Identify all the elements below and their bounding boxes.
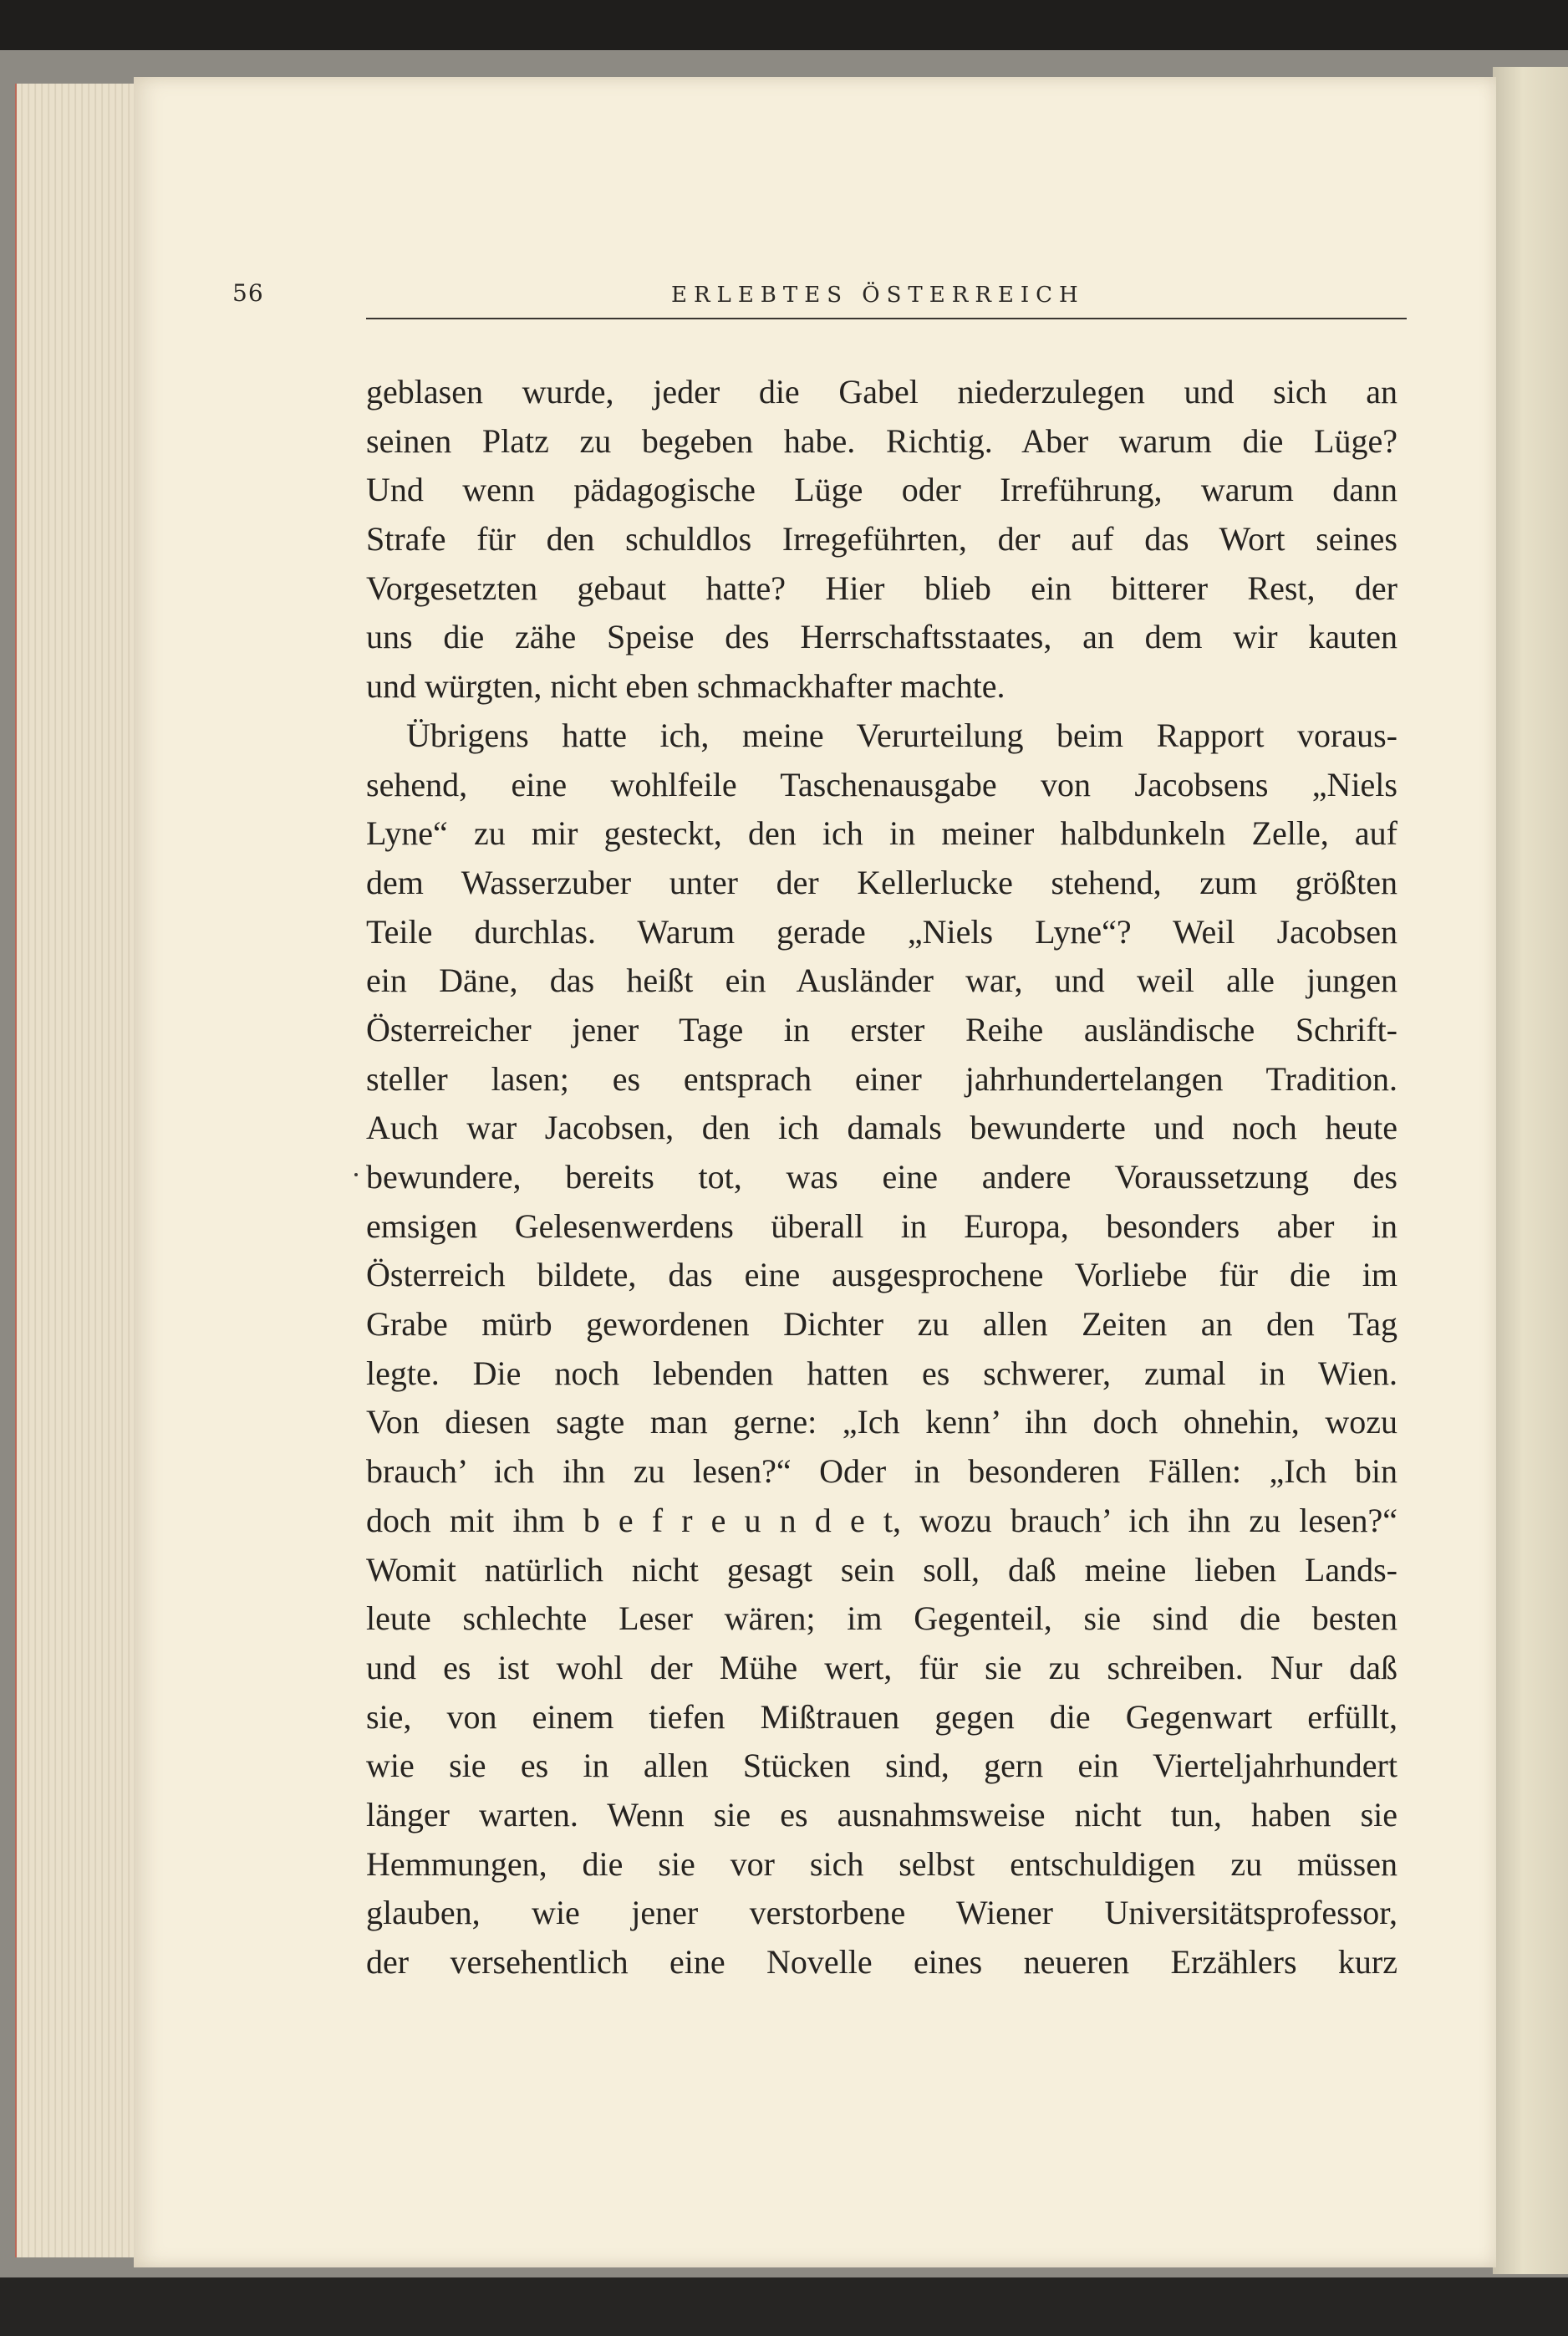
page-number: 56	[232, 279, 264, 307]
text-line: glauben, wie jener verstorbene Wiener Universitätsprofessor,	[366, 1894, 1397, 1932]
text-line: Österreicher jener Tage in erster Reihe ausländische Schrift-	[366, 1010, 1397, 1048]
text-line: wie sie es in allen Stücken sind, gern ein Vierteljahrhundert	[366, 1747, 1397, 1785]
text-line: steller lasen; es entsprach einer jahrhundertelangen Tradition.	[366, 1059, 1397, 1098]
text-line: und würgten, nicht eben schmackhafter machte.	[366, 667, 1005, 706]
text-line: legte. Die noch lebenden hatten es schwerer, zumal in Wien.	[366, 1354, 1397, 1392]
text-line: Strafe für den schuldlos Irregeführten, der auf das Wort seines	[366, 520, 1397, 558]
bottom-background	[0, 2277, 1568, 2336]
text-line: doch mit ihm b e f r e u n d e t, wozu brauch’ ich ihn zu lesen?“	[366, 1501, 1397, 1539]
text-line: Teile durchlas. Warum gerade „Niels Lyne“? Weil Jacobsen	[366, 912, 1397, 951]
text-line: uns die zähe Speise des Herrschaftsstaates, an dem wir kauten	[366, 618, 1397, 656]
text-line: Und wenn pädagogische Lüge oder Irreführung, warum dann	[366, 471, 1397, 509]
text-line: länger warten. Wenn sie es ausnahmsweise nicht tun, haben sie	[366, 1795, 1397, 1834]
running-title: ERLEBTES ÖSTERREICH	[671, 283, 1085, 308]
body-text	[366, 368, 1397, 1987]
text-line: dem Wasserzuber unter der Kellerlucke stehend, zum größten	[366, 863, 1397, 901]
page-stack-edge	[17, 84, 142, 2257]
margin-speck	[354, 1173, 358, 1176]
text-line: Womit natürlich nicht gesagt sein soll, daß meine lieben Lands-	[366, 1550, 1397, 1589]
text-line: Auch war Jacobsen, den ich damals bewunderte und noch heute	[366, 1109, 1397, 1147]
text-line: Vorgesetzten gebaut hatte? Hier blieb ein bitterer Rest, der	[366, 569, 1397, 607]
facing-page-edge	[1493, 67, 1568, 2274]
text-line: der versehentlich eine Novelle eines neueren Erzählers kurz	[366, 1943, 1397, 1981]
text-line: geblasen wurde, jeder die Gabel niederzulegen und sich an	[366, 373, 1397, 411]
text-line: sie, von einem tiefen Mißtrauen gegen die Gegenwart erfüllt,	[366, 1697, 1397, 1736]
text-line: ein Däne, das heißt ein Ausländer war, und weil alle jungen	[366, 961, 1397, 1000]
text-line: und es ist wohl der Mühe wert, für sie zu schreiben. Nur daß	[366, 1648, 1397, 1686]
text-line: leute schlechte Leser wären; im Gegenteil, sie sind die besten	[366, 1599, 1397, 1638]
text-line: Von diesen sagte man gerne: „Ich kenn’ ihn doch ohnehin, wozu	[366, 1403, 1397, 1441]
text-line: Hemmungen, die sie vor sich selbst entschuldigen zu müssen	[366, 1844, 1397, 1883]
text-line: Österreich bildete, das eine ausgesprochene Vorliebe für die im	[366, 1256, 1397, 1294]
text-line: seinen Platz zu begeben habe. Richtig. Aber warum die Lüge?	[366, 421, 1397, 460]
text-line: emsigen Gelesenwerdens überall in Europa, besonders aber in	[366, 1206, 1397, 1245]
text-line: brauch’ ich ihn zu lesen?“ Oder in besonderen Fällen: „Ich bin	[366, 1452, 1397, 1491]
text-line: sehend, eine wohlfeile Taschenausgabe von Jacobsens „Niels	[366, 765, 1397, 803]
text-line: Lyne“ zu mir gesteckt, den ich in meiner halbdunkeln Zelle, auf	[366, 814, 1397, 853]
paragraph-start-line: Übrigens hatte ich, meine Verurteilung beim Rapport voraus-	[406, 716, 1397, 754]
header-rule	[366, 318, 1407, 319]
text-line: Grabe mürb gewordenen Dichter zu allen Zeiten an den Tag	[366, 1305, 1397, 1344]
text-line: bewundere, bereits tot, was eine andere Voraussetzung des	[366, 1158, 1397, 1196]
